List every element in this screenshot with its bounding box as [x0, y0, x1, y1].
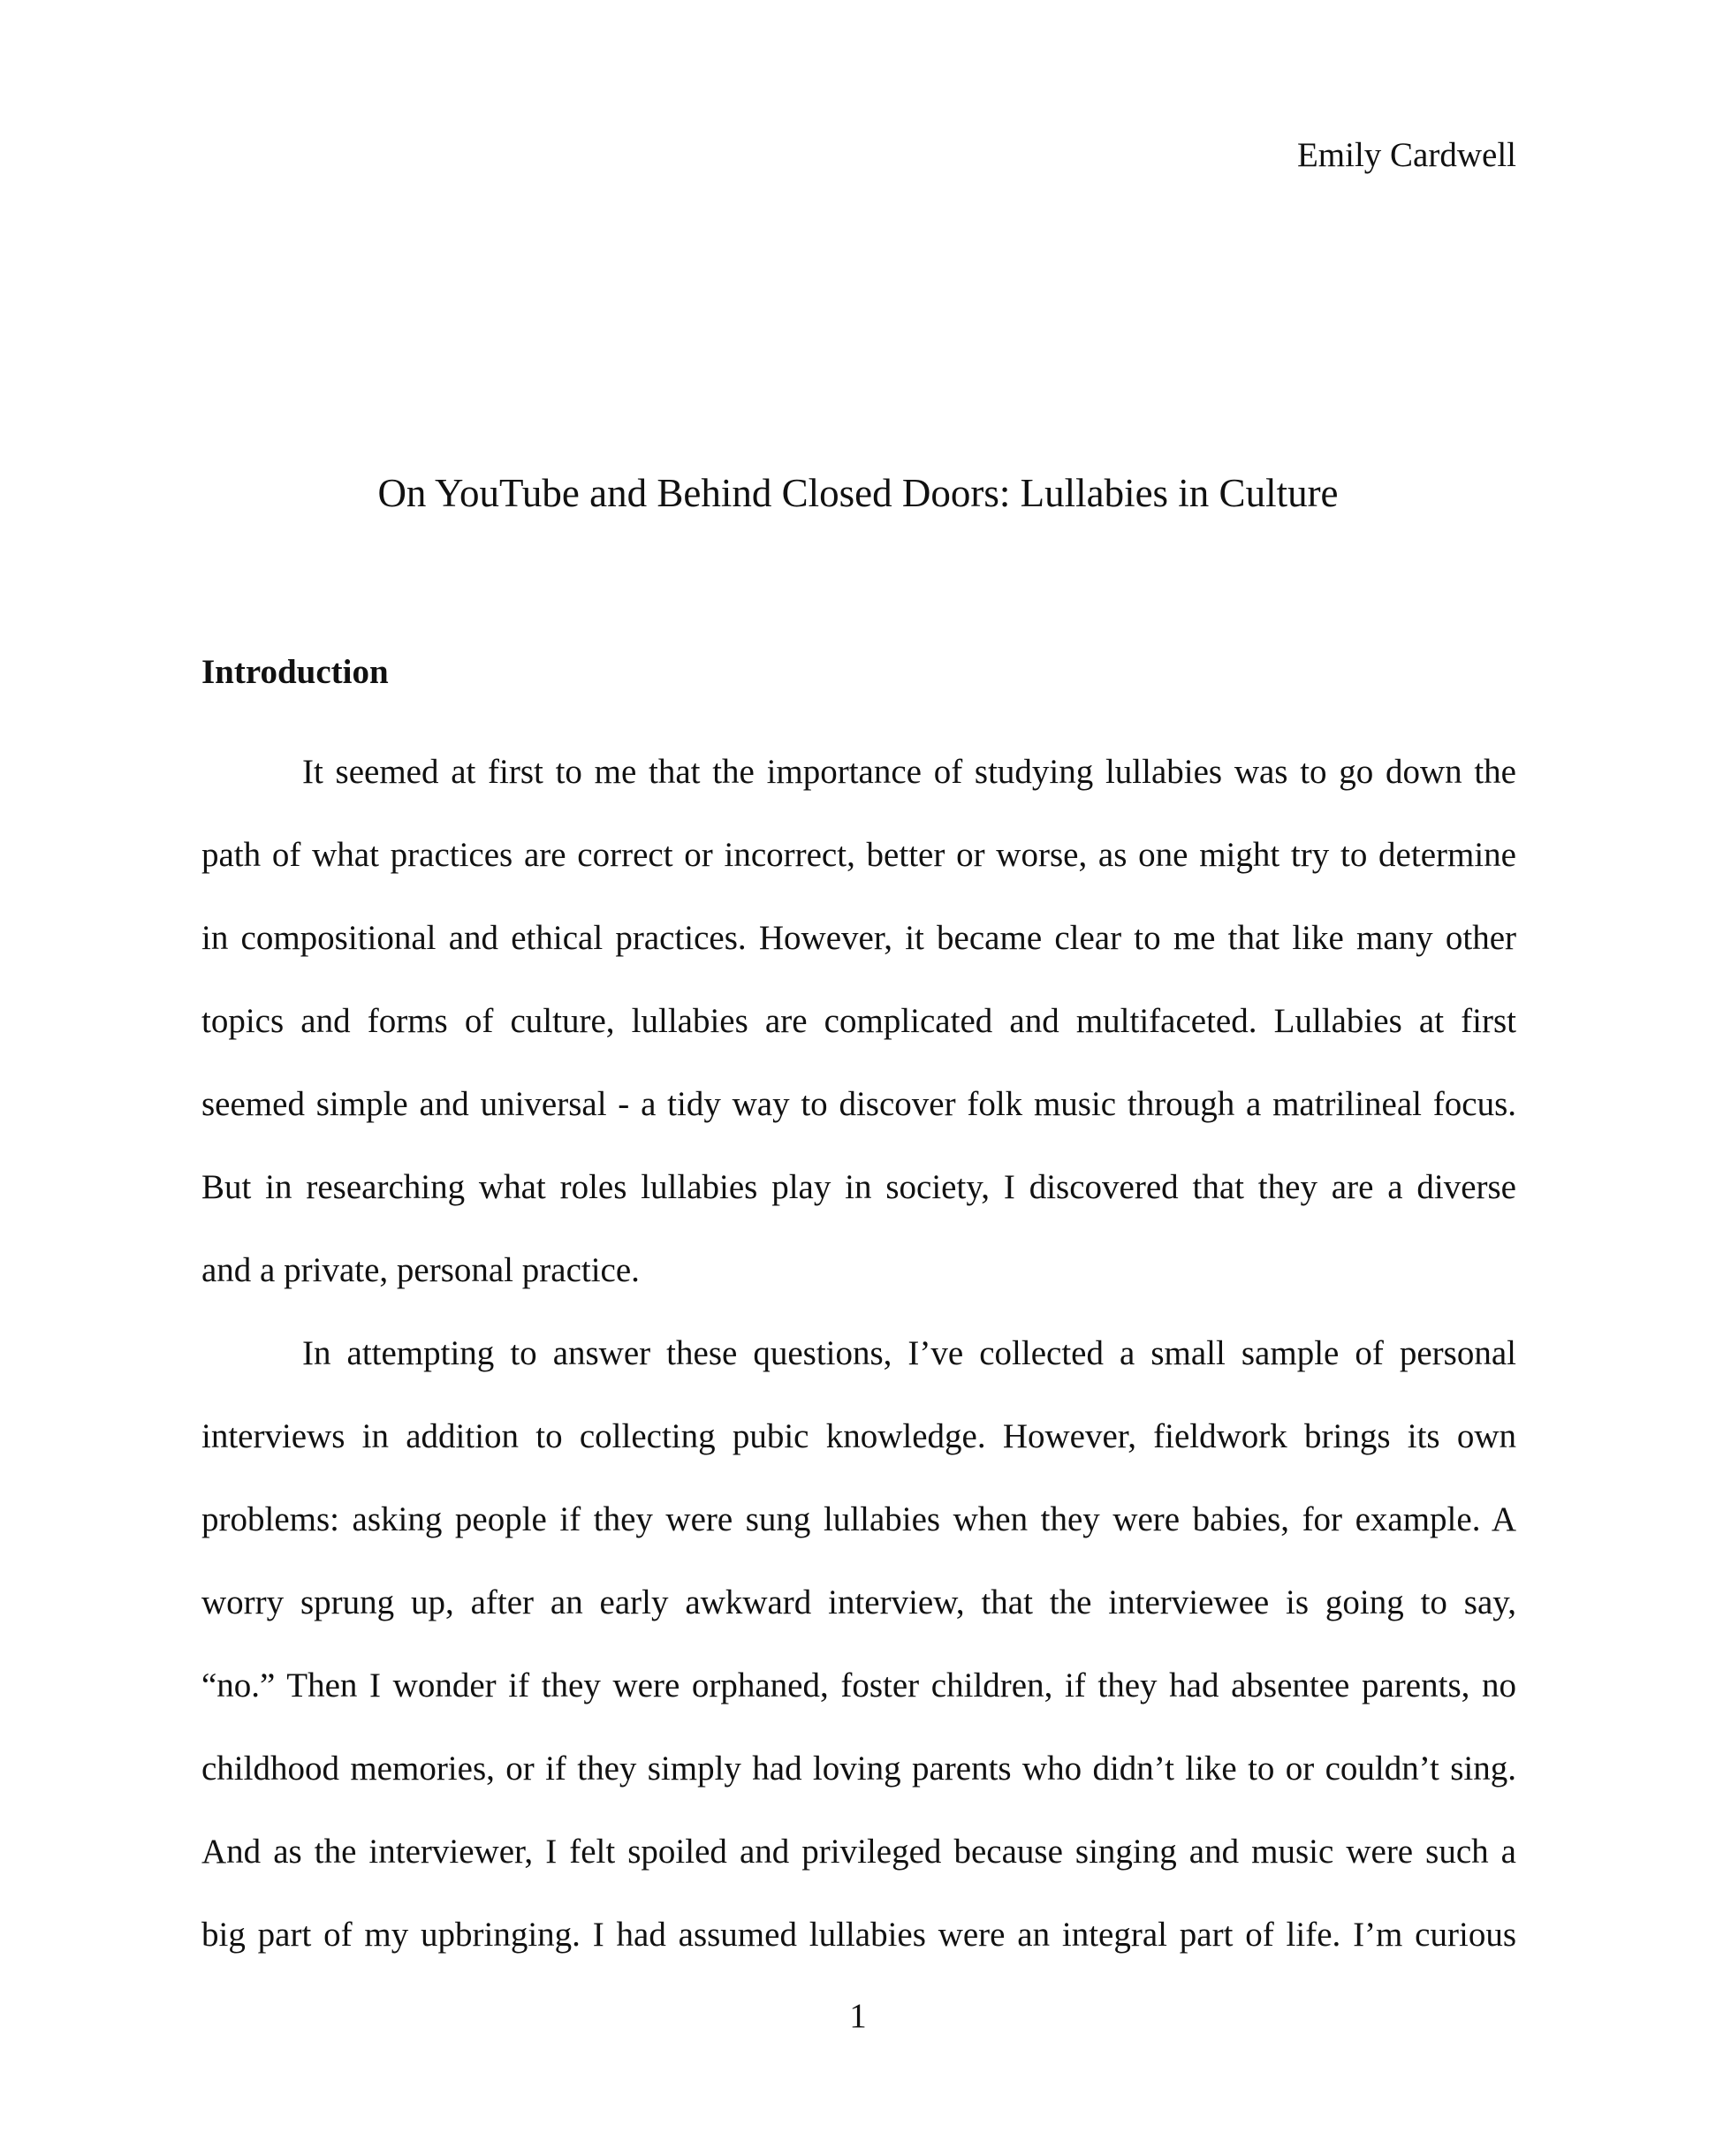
text-line: It seemed at first to me that the importance of studying lullabies was to go down the [302, 753, 1516, 791]
text-line: worry sprung up, after an early awkward interview, that the interviewee is going to say, [201, 1583, 1516, 1621]
paragraph [201, 1312, 1516, 1977]
text-line: But in researching what roles lullabies play in society, I discovered that they are a diverse [201, 1168, 1516, 1206]
text-line: seemed simple and universal - a tidy way to discover folk music through a matrilineal focus. [201, 1085, 1516, 1123]
author-name: Emily Cardwell [1296, 136, 1516, 174]
text-line: and a private, personal practice. [201, 1251, 640, 1289]
paragraph [201, 731, 1516, 1312]
text-line: “no.” Then I wonder if they were orphaned, foster children, if they had absentee parents, no [201, 1666, 1516, 1704]
page-number: 1 [849, 1997, 867, 2035]
text-line: And as the interviewer, I felt spoiled and privileged because singing and music were such a [201, 1833, 1516, 1871]
section-heading: Introduction [201, 653, 389, 691]
text-line: problems: asking people if they were sung lullabies when they were babies, for example. A [201, 1500, 1516, 1538]
text-line: In attempting to answer these questions, I’ve collected a small sample of personal [302, 1334, 1516, 1372]
text-line: big part of my upbringing. I had assumed lullabies were an integral part of life. I’m curious [201, 1916, 1516, 1954]
text-line: topics and forms of culture, lullabies are complicated and multifaceted. Lullabies at first [201, 1002, 1516, 1040]
text-line: in compositional and ethical practices. However, it became clear to me that like many other [201, 919, 1516, 957]
text-line: childhood memories, or if they simply had loving parents who didn’t like to or couldn’t sing. [201, 1750, 1516, 1788]
text-line: path of what practices are correct or incorrect, better or worse, as one might try to determine [201, 836, 1516, 874]
body-text [201, 731, 1516, 1977]
document-title: On YouTube and Behind Closed Doors: Lullabies in Culture [377, 471, 1339, 515]
text-line: interviews in addition to collecting pubic knowledge. However, fieldwork brings its own [201, 1417, 1516, 1455]
